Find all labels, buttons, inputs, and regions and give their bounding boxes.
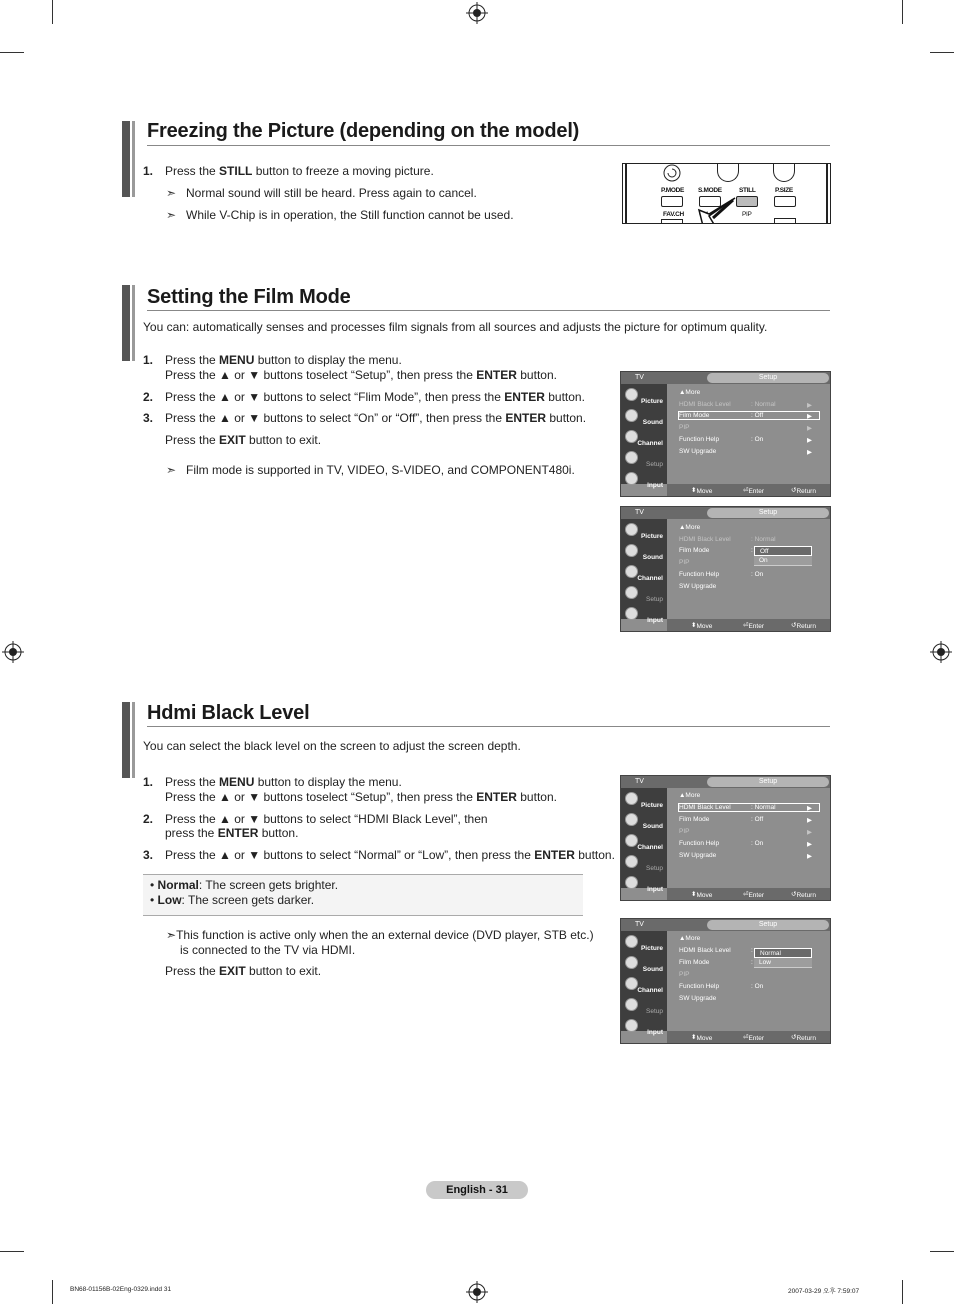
input-icon	[625, 607, 638, 620]
sound-icon	[625, 544, 638, 557]
input-icon	[625, 472, 638, 485]
channel-icon	[625, 565, 638, 578]
section-rule	[147, 726, 830, 727]
pmode-button	[661, 196, 683, 207]
registration-mark-icon	[930, 641, 952, 663]
film-intro: You can: automatically senses and processes film signals from all sources and adjusts the picture for optimum quality.	[143, 320, 768, 334]
crop-mark	[0, 52, 24, 53]
sound-icon	[625, 813, 638, 826]
print-date: 2007-03-29 오후 7:59:07	[788, 1288, 860, 1295]
note-arrow-icon: ➣	[166, 186, 177, 200]
round-button	[717, 164, 739, 182]
return-icon: ↺ Return	[791, 487, 816, 495]
film-exit: Press the EXIT button to exit.	[165, 433, 322, 447]
hdmi-step-2: 2. Press the ▲ or ▼ buttons to select “HDMI Black Level”, then	[143, 812, 488, 826]
move-icon: ⬍ Move	[691, 622, 713, 630]
film-step-2: 2. Press the ▲ or ▼ buttons to select “Flim Mode”, then press the ENTER button.	[143, 390, 585, 404]
return-icon: ↺ Return	[791, 891, 816, 899]
remote-label: P.SIZE	[775, 187, 793, 194]
film-step-1: 1. Press the MENU button to display the menu.	[143, 353, 402, 367]
note-arrow-icon: ➣	[166, 463, 177, 477]
hdmi-note-line1: ➣This function is active only when the an external device (DVD player, STB etc.)	[166, 928, 594, 942]
registration-mark-icon	[466, 1281, 488, 1303]
setup-icon	[625, 586, 638, 599]
input-icon	[625, 876, 638, 889]
note-arrow-icon: ➣	[166, 928, 177, 942]
return-icon: ↺ Return	[791, 622, 816, 630]
registration-mark-icon	[466, 2, 488, 24]
remote-label: PIP	[742, 211, 752, 218]
hdmi-note-line2: is connected to the TV via HDMI.	[180, 943, 356, 957]
section-bar	[122, 285, 130, 361]
channel-icon	[625, 977, 638, 990]
enter-icon: ⏎ Enter	[743, 487, 764, 495]
remote-label: P.MODE	[661, 187, 685, 194]
remote-label: FAV.CH	[663, 211, 684, 218]
crop-mark	[52, 1280, 53, 1304]
enter-icon: ⏎ Enter	[743, 622, 764, 630]
psize-button	[774, 196, 796, 207]
return-icon: ↺ Return	[791, 1034, 816, 1042]
hand-pointer-icon	[695, 196, 745, 224]
round-button	[773, 164, 795, 182]
freeze-note-1: ➣ Normal sound will still be heard. Press again to cancel.	[166, 186, 477, 200]
hdmi-exit: Press the EXIT button to exit.	[165, 964, 322, 978]
remote-label: STILL	[739, 187, 756, 194]
section-bar	[132, 121, 135, 197]
osd-menu-hdmi-black-level: TV Setup Picture Sound Channel Setup Input ▲More HDMI Black Level : Normal ▶ Film Mode : Off ▶ PIP ▶ Function Help : On ▶ SW Upgrade ▶ ⬍ Move ⏎ Enter ↺ Return	[620, 775, 831, 901]
picture-icon	[625, 523, 638, 536]
sound-icon	[625, 956, 638, 969]
film-note: ➣ Film mode is supported in TV, VIDEO, S-VIDEO, and COMPONENT480i.	[166, 463, 575, 477]
picture-icon	[625, 935, 638, 948]
osd-menu-hdmi-options: TV Setup Picture Sound Channel Setup Input ▲More HDMI Black Level : Normal Low Film Mode : PIP Function Help : On SW Upgrade ⬍ Move ⏎ Enter ↺ Return	[620, 918, 831, 1044]
bullet-normal: • Normal: The screen gets brighter.	[150, 878, 339, 892]
power-icon	[661, 164, 683, 186]
section-bar	[122, 702, 130, 778]
osd-menu-film-mode: TV Setup Picture Sound Channel Setup Input ▲More HDMI Black Level : Normal ▶ Film Mode : Off ▶ PIP ▶ Function Help : On ▶ SW Upgrade ▶ ⬍ Move ⏎ Enter ↺ Return	[620, 371, 831, 497]
section-bar	[132, 285, 135, 361]
crop-mark	[52, 0, 53, 24]
setup-icon	[625, 998, 638, 1011]
move-icon: ⬍ Move	[691, 487, 713, 495]
section-title-film-mode: Setting the Film Mode	[147, 286, 351, 308]
crop-mark	[902, 1280, 903, 1304]
remote-illustration	[622, 163, 831, 224]
channel-icon	[625, 834, 638, 847]
section-bar	[122, 121, 130, 197]
channel-icon	[625, 430, 638, 443]
sound-icon	[625, 409, 638, 422]
move-icon: ⬍ Move	[691, 1034, 713, 1042]
section-title-freeze: Freezing the Picture (depending on the model)	[147, 120, 580, 142]
crop-mark	[930, 52, 954, 53]
input-icon	[625, 1019, 638, 1032]
picture-icon	[625, 792, 638, 805]
section-rule	[147, 310, 830, 311]
freeze-step-1: 1. Press the STILL button to freeze a moving picture.	[143, 164, 434, 178]
hdmi-step-1-line2: Press the ▲ or ▼ buttons toselect “Setup”, then press the ENTER button.	[165, 790, 557, 804]
setup-icon	[625, 451, 638, 464]
freeze-note-2: ➣ While V-Chip is in operation, the Still function cannot be used.	[166, 208, 514, 222]
enter-icon: ⏎ Enter	[743, 891, 764, 899]
picture-icon	[625, 388, 638, 401]
section-bar	[132, 702, 135, 778]
crop-mark	[902, 0, 903, 24]
film-step-1-line2: Press the ▲ or ▼ buttons toselect “Setup”, then press the ENTER button.	[165, 368, 557, 382]
crop-mark	[0, 1251, 24, 1252]
setup-icon	[625, 855, 638, 868]
section-rule	[147, 145, 830, 146]
file-name: BN68-01156B-02Eng-0329.indd 31	[70, 1286, 172, 1293]
remote-label: S.MODE	[698, 187, 722, 194]
section-title-hdmi: Hdmi Black Level	[147, 702, 310, 724]
registration-mark-icon	[2, 641, 24, 663]
page-number: English - 31	[426, 1181, 528, 1199]
hdmi-step-3: 3. Press the ▲ or ▼ buttons to select “Normal” or “Low”, then press the ENTER button.	[143, 848, 615, 862]
bullet-low: • Low: The screen gets darker.	[150, 893, 315, 907]
move-icon: ⬍ Move	[691, 891, 713, 899]
enter-icon: ⏎ Enter	[743, 1034, 764, 1042]
film-step-3: 3. Press the ▲ or ▼ buttons to select “On” or “Off”, then press the ENTER button.	[143, 411, 587, 425]
osd-menu-film-mode-options: TV Setup Picture Sound Channel Setup Input ▲More HDMI Black Level : Normal Film Mode : Off On PIP Function Help : On SW Upgrade ⬍ Move ⏎ Enter ↺ Return	[620, 506, 831, 632]
hdmi-step-2-line2: press the ENTER button.	[165, 826, 299, 840]
hdmi-intro: You can select the black level on the screen to adjust the screen depth.	[143, 739, 521, 753]
crop-mark	[930, 1251, 954, 1252]
hdmi-step-1: 1. Press the MENU button to display the menu.	[143, 775, 402, 789]
note-arrow-icon: ➣	[166, 208, 177, 222]
